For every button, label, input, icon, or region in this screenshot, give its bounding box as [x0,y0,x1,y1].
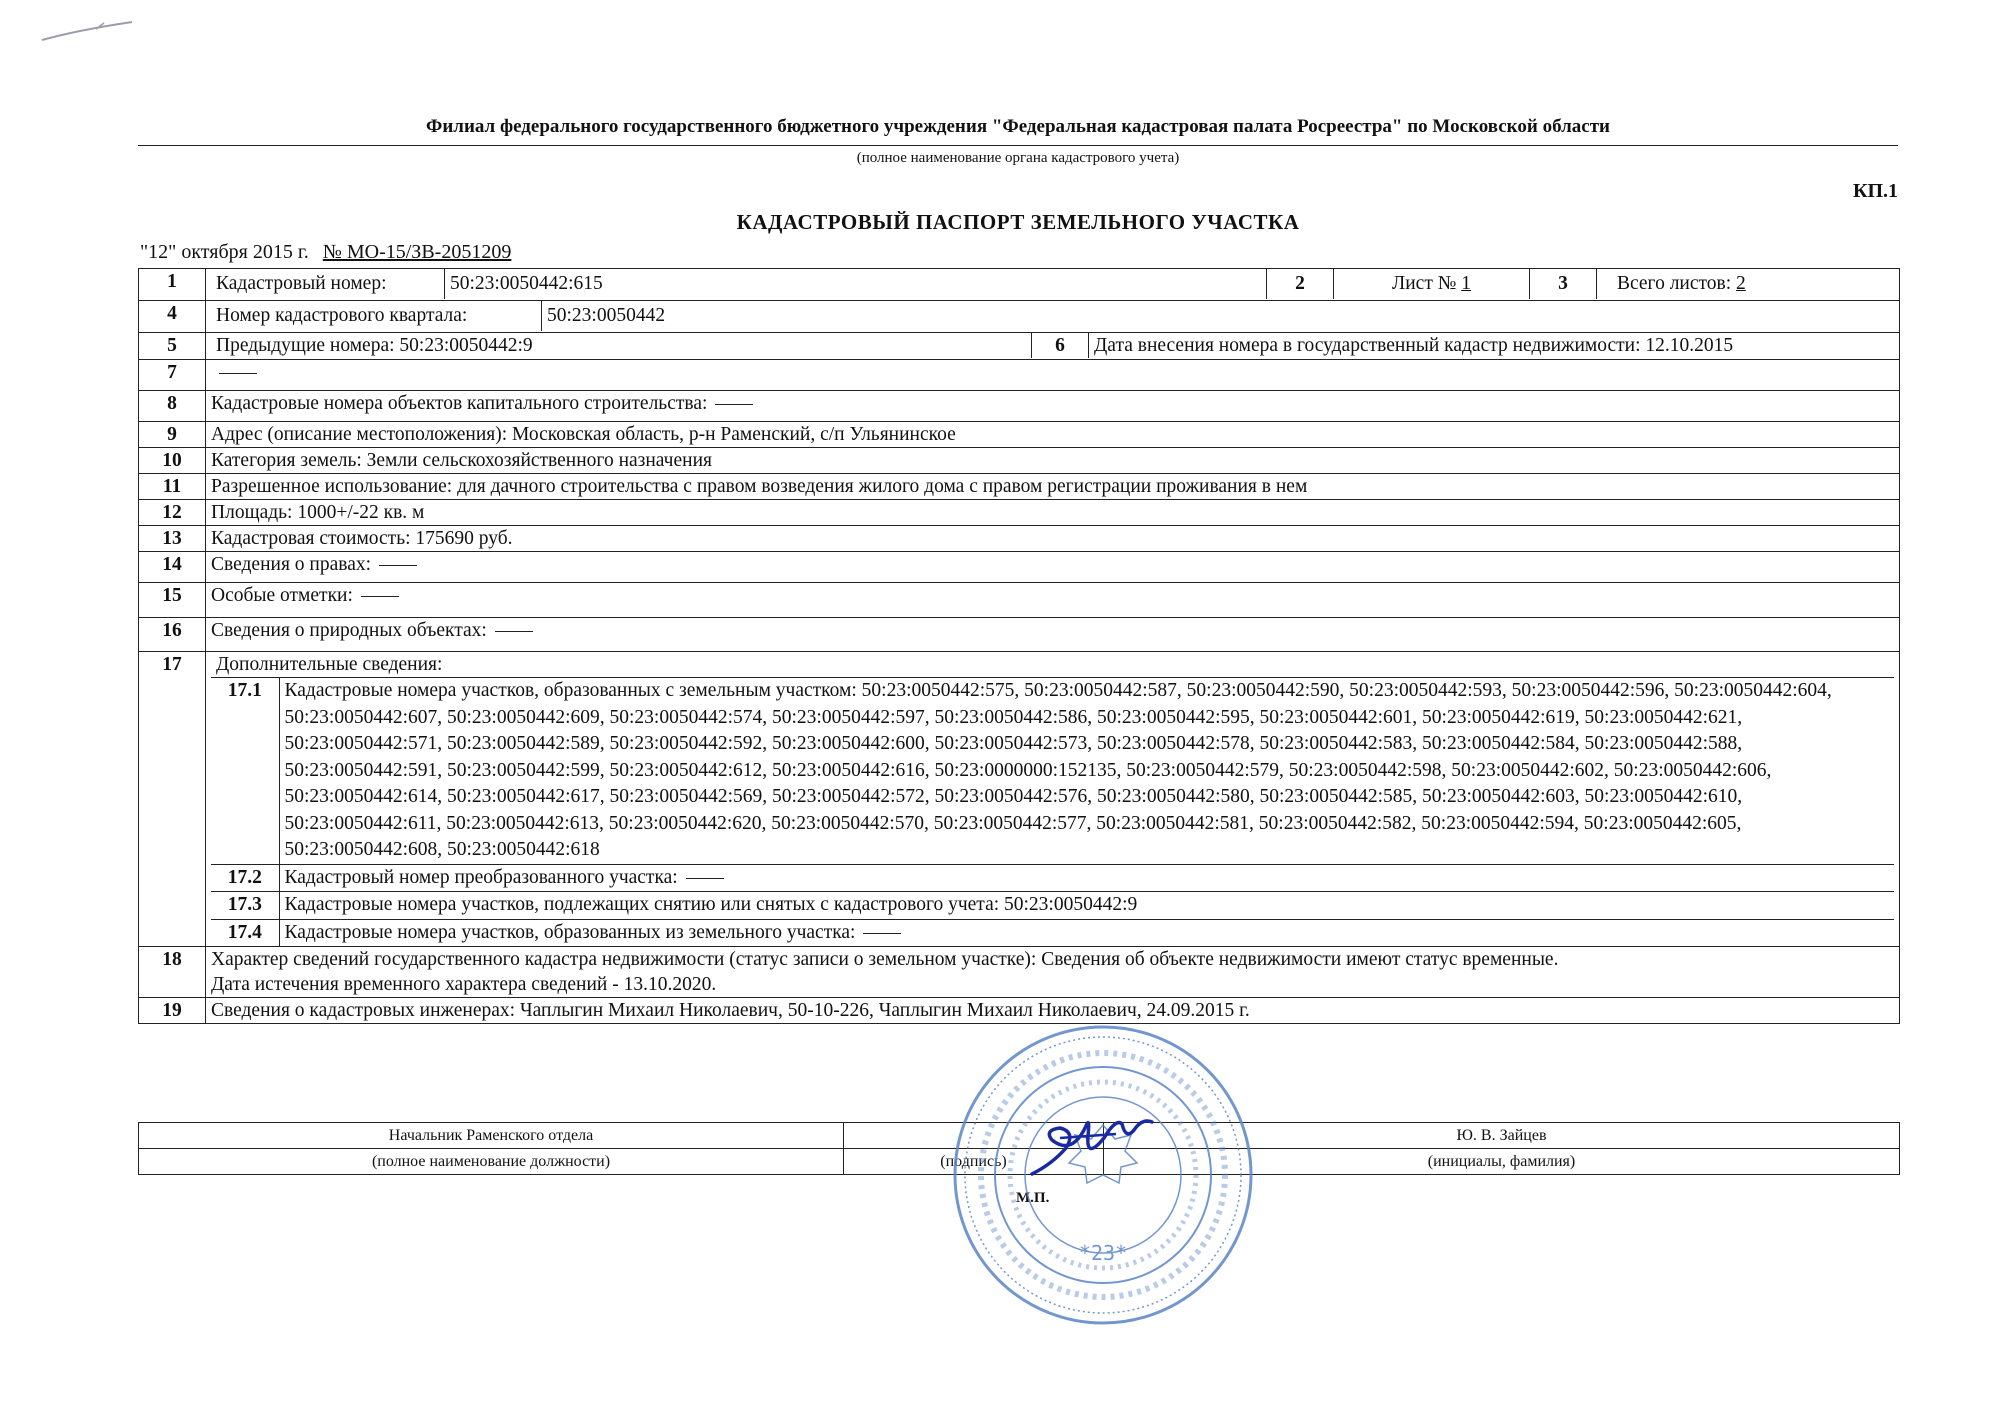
sheet-value: 1 [1461,273,1471,294]
table-row [211,678,1894,865]
address: Адрес (описание местоположения): Московская область, р-н Раменский, с/п Ульянинское [206,422,1900,448]
cadastral-number-label: Кадастровый номер: [211,269,445,299]
stamp-center-text: *23* [1078,1241,1128,1265]
row-number: 17.2 [211,864,279,892]
row-number: 17.1 [211,678,279,865]
empty-dash [686,878,724,879]
previous-numbers: Предыдущие номера: 50:23:0050442:9 [211,333,1032,358]
sheet-label: Лист № [1392,273,1457,294]
row-number: 3 [1530,269,1597,299]
table-row [139,269,1900,301]
row-number: 16 [139,618,206,652]
table-row [211,892,1894,920]
empty-dash [219,373,257,374]
table-row [211,864,1894,892]
row-number: 18 [139,947,206,998]
empty-dash [379,565,417,566]
passport-table [138,268,1900,1024]
organization-caption: (полное наименование органа кадастрового учета) [856,150,1180,166]
table-row [139,526,1900,552]
additional-info-label: Дополнительные сведения: [216,654,443,675]
empty-dash [495,631,533,632]
empty-dash [863,933,901,934]
total-sheets-value: 2 [1736,273,1746,294]
table-row [139,652,1900,947]
table-row [139,474,1900,500]
row-number: 17 [139,652,206,947]
row-number: 7 [139,360,206,391]
rights-info: Сведения о правах: [211,554,372,575]
table-row [139,333,1900,360]
row-number: 19 [139,998,206,1024]
row-number: 13 [139,526,206,552]
row-number: 1 [139,269,206,301]
row-number: 17.3 [211,892,279,920]
row-number: 4 [139,301,206,333]
table-row [139,391,1900,422]
row-number: 6 [1032,333,1089,358]
date-line [140,241,511,264]
table-row [139,448,1900,474]
cadastral-value: Кадастровая стоимость: 175690 руб. [206,526,1900,552]
official-name: Ю. В. Зайцев [1104,1123,1900,1149]
issue-date: "12" октября 2015 г. [140,241,309,263]
derived-parcels: Кадастровые номера участков, образованных из земельного участка: [284,921,856,943]
row-number: 14 [139,552,206,583]
cadastral-engineers: Сведения о кадастровых инженерах: Чаплыгин Михаил Николаевич, 50-10-226, Чаплыгин Михаил Николаевич, 24.09.2015 г. [206,998,1900,1024]
row-number: 2 [1267,269,1334,299]
sheet-number [1334,269,1530,299]
related-parcels: Кадастровые номера участков, образованных с земельным участком: 50:23:0050442:575, 50:23:0050442:587, 50:23:0050442:590, 50:23:0050442:593, 50:23:0050442:596, 50:23:0050442:604, 50:23:0050442:607, 50:23:0050442:609, 50:23:0050442:574, 50:23:0050442:597, 50:23:0050442:586, 50:23:0050442:595, 50:23:0050442:601, 50:23:0050442:619, 50:23:0050442:621, 50:23:0050442:571, 50:23:0050442:589, 50:23:0050442:592, 50:23:0050442:600, 50:23:0050442:573, 50:23:0050442:578, 50:23:0050442:583, 50:23:0050442:584, 50:23:0050442:588, 50:23:0050442:591, 50:23:0050442:599, 50:23:0050442:612, 50:23:0050442:616, 50:23:0000000:152135, 50:23:0050442:579, 50:23:0050442:598, 50:23:0050442:602, 50:23:0050442:606, 50:23:0050442:614, 50:23:0050442:617, 50:23:0050442:569, 50:23:0050442:572, 50:23:0050442:576, 50:23:0050442:580, 50:23:0050442:585, 50:23:0050442:603, 50:23:0050442:610, 50:23:0050442:611, 50:23:0050442:613, 50:23:0050442:620, 50:23:0050442:570, 50:23:0050442:577, 50:23:0050442:581, 50:23:0050442:582, 50:23:0050442:594, 50:23:0050442:605, 50:23:0050442:608, 50:23:0050442:618 [279,678,1894,865]
row-number: 10 [139,448,206,474]
status-expiry: Дата истечения временного характера сведений - 13.10.2020. [211,974,717,995]
empty-dash [361,596,399,597]
divider [138,145,1898,146]
form-code: КП.1 [1852,180,1898,202]
official-position: Начальник Раменского отдела [139,1123,844,1149]
area: Площадь: 1000+/-22 кв. м [206,500,1900,526]
table-row [139,422,1900,448]
row-number: 9 [139,422,206,448]
special-notes: Особые отметки: [211,585,353,606]
removed-parcels: Кадастровые номера участков, подлежащих снятию или снятых с кадастрового учета: 50:23:0050442:9 [279,892,1894,920]
row-number: 12 [139,500,206,526]
additional-info-table [211,677,1894,946]
row-number: 5 [139,333,206,360]
total-sheets [1597,269,1894,299]
land-category: Категория земель: Земли сельскохозяйственного назначения [206,448,1900,474]
position-caption: (полное наименование должности) [139,1149,844,1175]
row-number: 8 [139,391,206,422]
table-row [139,947,1900,998]
total-sheets-label: Всего листов: [1617,273,1732,294]
organization-name: Филиал федерального государственного бюджетного учреждения "Федеральная кадастровая палата Росреестра" по Московской области [426,116,1610,137]
row-number: 17.4 [211,919,279,946]
registration-date: Дата внесения номера в государственный кадастр недвижимости: 12.10.2015 [1094,335,1734,356]
document-number: № МО-15/ЗВ-2051209 [322,241,512,263]
table-row [139,301,1900,333]
signature-caption: (подпись) [844,1149,1104,1175]
table-row [139,552,1900,583]
pencil-mark [38,16,138,46]
handwritten-signature [1030,1108,1160,1188]
cadastral-number-value: 50:23:0050442:615 [445,269,1267,299]
quarter-value: 50:23:0050442 [547,305,666,326]
seal-mark: М.П. [1016,1190,1050,1206]
table-row [139,618,1900,652]
name-caption: (инициалы, фамилия) [1104,1149,1900,1175]
row-number: 15 [139,583,206,618]
transformed-parcel: Кадастровый номер преобразованного участка: [284,866,678,888]
capital-objects: Кадастровые номера объектов капитального строительства: [211,393,708,414]
table-row [211,919,1894,946]
permitted-use: Разрешенное использование: для дачного строительства с правом возведения жилого дома с правом регистрации проживания в нем [206,474,1900,500]
empty-dash [715,404,753,405]
row-number: 11 [139,474,206,500]
quarter-label: Номер кадастрового квартала: [211,301,542,331]
document-title: КАДАСТРОВЫЙ ПАСПОРТ ЗЕМЕЛЬНОГО УЧАСТКА [736,210,1300,234]
table-row [139,360,1900,391]
record-status: Характер сведений государственного кадастра недвижимости (статус записи о земельном участке): Сведения об объекте недвижимости имеют статус временные. [211,949,1559,970]
table-row [139,583,1900,618]
table-row [139,500,1900,526]
natural-objects: Сведения о природных объектах: [211,620,487,641]
